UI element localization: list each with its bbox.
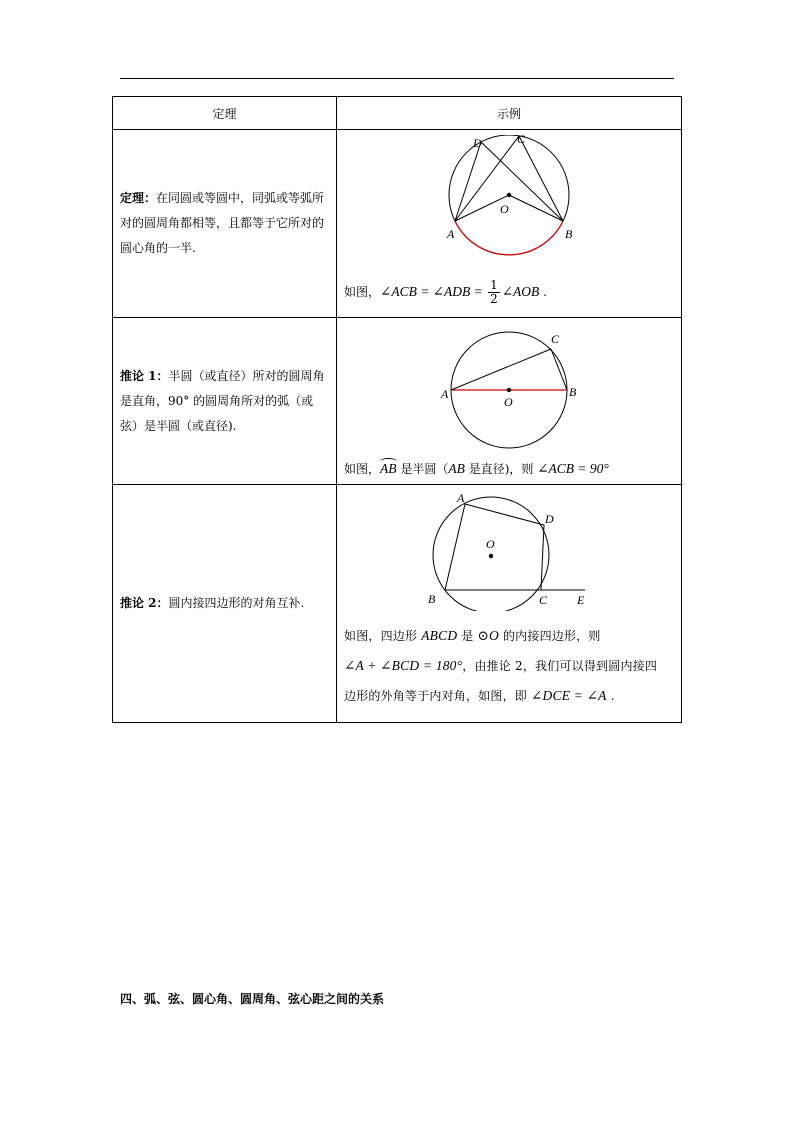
caption-math-2: ∠AOB	[501, 284, 540, 299]
theorem-body: 在同圆或等圆中，同弧或等弧所对的圆周角都相等，且都等于它所对的圆心角的一半.	[120, 191, 325, 255]
caption-line1-circle: ⊙O	[477, 627, 499, 643]
seg-db	[481, 142, 563, 221]
inscribed-angle-figure	[409, 135, 609, 267]
caption-line3-suffix: .	[610, 688, 615, 703]
theorem-cell	[113, 130, 337, 318]
example-caption	[337, 279, 681, 306]
label-a: A	[441, 386, 449, 401]
theorem-table	[112, 96, 682, 723]
center-dot	[507, 193, 511, 197]
example-cell	[337, 485, 682, 723]
center-dot	[489, 553, 493, 557]
seg-ac	[455, 136, 519, 221]
label-b: B	[569, 384, 577, 399]
header-example: 示例	[337, 97, 682, 130]
theorem-body: 半圆（或直径）所对的圆周角是直角，90° 的圆周角所对的弧（或弦）是半圆（或直径).	[120, 368, 325, 433]
label-c: C	[517, 135, 526, 146]
label-o: O	[500, 202, 509, 216]
table-row	[113, 318, 682, 485]
caption-line2-math: ∠A + ∠BCD = 180°	[344, 657, 463, 673]
caption-line1-math: ABCD	[421, 627, 458, 643]
caption-line-3	[344, 681, 681, 711]
seg-ac	[451, 349, 551, 390]
table-row	[113, 485, 682, 723]
fraction-numerator: 1	[490, 278, 498, 292]
caption-line1-prefix: 如图，四边形	[344, 628, 418, 643]
caption-math: ∠ACB = 90°	[537, 460, 609, 476]
label-d: D	[473, 136, 482, 150]
example-cell	[337, 130, 682, 318]
seg-ad	[455, 142, 481, 221]
table-header-row	[113, 97, 682, 130]
arc-ab-red	[455, 221, 563, 255]
caption-suffix: .	[543, 285, 547, 299]
theorem-title: 推论 1：	[120, 368, 169, 383]
label-c: C	[539, 592, 548, 607]
top-rule	[120, 78, 674, 79]
label-e: E	[577, 592, 585, 607]
theorem-title: 推论 2：	[120, 596, 169, 610]
seg-cb	[551, 349, 567, 390]
section-title: 四、弧、弦、圆心角、圆周角、弦心距之间的关系	[120, 992, 385, 1006]
theorem-cell	[113, 318, 337, 485]
caption-ab: AB	[448, 460, 465, 476]
example-cell	[337, 318, 682, 485]
caption-line2-rest: ，由推论 2，我们可以得到圆内接四	[462, 658, 658, 673]
label-b: B	[565, 227, 573, 241]
arc-ab-text: AB	[380, 460, 397, 476]
table-row	[113, 130, 682, 318]
header-theorem: 定理	[113, 97, 337, 130]
label-b: B	[428, 591, 436, 606]
label-a: A	[457, 492, 465, 505]
arc-ab-notation	[380, 461, 397, 477]
label-o: O	[486, 536, 495, 551]
caption-mid: 是半圆（	[400, 461, 449, 476]
label-o: O	[504, 394, 513, 409]
label-a: A	[447, 227, 455, 241]
caption-line1-suffix: 的内接四边形，则	[502, 628, 601, 643]
cyclic-quadrilateral-figure	[417, 493, 637, 611]
caption-line-1	[344, 621, 681, 651]
center-dot	[507, 387, 511, 391]
caption-prefix: 如图，	[344, 461, 381, 476]
caption-line3-math: ∠DCE = ∠A	[531, 687, 607, 703]
fraction	[488, 279, 500, 306]
example-caption	[337, 460, 681, 477]
caption-line1-mid: 是	[461, 628, 474, 643]
theorem-title: 定理：	[120, 191, 157, 205]
theorem-body: 圆内接四边形的对角互补.	[168, 596, 305, 610]
caption-line-2	[344, 651, 681, 681]
caption-prefix: 如图，	[344, 285, 381, 299]
seg-ob	[509, 195, 563, 221]
caption-line3-prefix: 边形的外角等于内对角，如图，即	[344, 688, 528, 703]
example-caption	[337, 621, 681, 711]
fraction-denominator: 2	[490, 292, 498, 306]
seg-cb	[519, 136, 563, 221]
label-d: D	[545, 511, 554, 526]
label-c: C	[551, 331, 560, 346]
caption-math: ∠ACB = ∠ADB =	[380, 284, 487, 299]
caption-mid-2: 是直径)，则	[468, 461, 534, 476]
semicircle-figure	[409, 326, 609, 450]
theorem-cell	[113, 485, 337, 723]
